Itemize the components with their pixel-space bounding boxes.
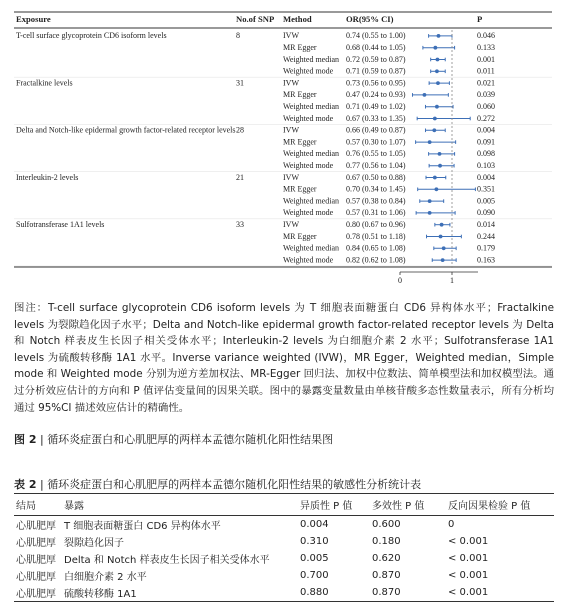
p-value: 0.011 bbox=[477, 66, 495, 76]
table-header-row bbox=[14, 494, 554, 516]
or-point bbox=[440, 223, 444, 227]
method-label: MR Egger bbox=[283, 43, 317, 52]
or-ci-text: 0.57 (0.31 to 1.06) bbox=[346, 208, 406, 218]
figure-title bbox=[14, 431, 333, 447]
method-label: Weighted mode bbox=[283, 113, 334, 123]
or-ci-text: 0.73 (0.56 to 0.95) bbox=[346, 78, 406, 88]
or-point bbox=[438, 152, 442, 156]
p-value: 0.039 bbox=[477, 90, 495, 100]
or-point bbox=[436, 58, 440, 62]
exposure-label: Sulfotransferase 1A1 levels bbox=[16, 220, 105, 229]
or-ci-text: 0.57 (0.30 to 1.07) bbox=[346, 137, 406, 147]
cell-reverse-p: < 0.001 bbox=[448, 553, 489, 564]
cell-heterogeneity-p: 0.880 bbox=[298, 584, 370, 602]
or-point bbox=[423, 93, 427, 97]
snp-count: 8 bbox=[236, 31, 240, 41]
table-row bbox=[14, 550, 554, 567]
or-point bbox=[438, 164, 442, 168]
cell-heterogeneity-p: 0.700 bbox=[300, 570, 329, 581]
header-method: Method bbox=[283, 14, 312, 24]
or-ci-text: 0.66 (0.49 to 0.87) bbox=[346, 125, 406, 135]
cell-outcome: 心肌肥厚 bbox=[16, 572, 56, 583]
or-ci-text: 0.71 (0.49 to 1.02) bbox=[346, 102, 406, 111]
exposure-label: T-cell surface glycoprotein CD6 isoform levels bbox=[16, 31, 167, 41]
or-point bbox=[428, 140, 432, 144]
method-label: IVW bbox=[283, 78, 299, 88]
or-point bbox=[442, 246, 446, 250]
figure-label: 图 2 bbox=[14, 433, 37, 446]
cell-heterogeneity-p: 0.005 bbox=[300, 553, 329, 564]
or-point bbox=[432, 128, 436, 132]
cell-reverse-p: < 0.001 bbox=[448, 536, 489, 547]
cell-reverse-p: 0 bbox=[448, 519, 455, 530]
x-axis-tick-label: 1 bbox=[450, 276, 454, 285]
or-point bbox=[433, 176, 437, 180]
th-reverse-causality-p: 反向因果检验 P 值 bbox=[446, 494, 554, 516]
figure-caption: 图注：T-cell surface glycoprotein CD6 isoform levels 为 T 细胞表面糖蛋白 CD6 异构体水平；Fractalkine levels 为裂隙趋化因子水平；Delta and Notch-like epidermal growth factor-related receptor levels 为 Delta 和 Notch 样表皮生长因子相关受体水平；Interleukin-2 levels 为白细胞介素 2 水平；Sulfotransferase 1A1 levels 为硫酸转移酶 1A1 水平。Inverse variance weighted (IVW)，MR Egger，Weighted median，Simple mode 和 Weighted mode 分别为逆方差加权法、MR-Egger 回归法、加权中位数法、简单模型法和加权模型法。通过分析效应估计的方向和 P 值评估变量间的因果关联。图中的暴露变量数量由单核苷酸多态性数量表示，所有分析均通过 95%CI 描述效应估计的精确性。 bbox=[14, 302, 554, 414]
or-ci-text: 0.78 (0.51 to 1.18) bbox=[346, 231, 406, 241]
cell-pleiotropy-p: 0.870 bbox=[372, 570, 401, 581]
x-axis-tick-label: 0 bbox=[398, 276, 402, 285]
p-value: 0.046 bbox=[477, 31, 495, 41]
cell-outcome: 心肌肥厚 bbox=[16, 538, 56, 549]
cell-outcome: 心肌肥厚 bbox=[14, 584, 62, 602]
table-row bbox=[14, 516, 554, 534]
p-value: 0.090 bbox=[477, 208, 495, 218]
or-ci-text: 0.76 (0.55 to 1.05) bbox=[346, 149, 406, 159]
snp-count: 33 bbox=[236, 220, 244, 229]
method-label: IVW bbox=[283, 125, 299, 135]
table-row bbox=[14, 584, 554, 602]
or-point bbox=[433, 117, 437, 121]
snp-count: 28 bbox=[236, 125, 244, 135]
method-label: Weighted median bbox=[283, 54, 340, 64]
cell-outcome: 心肌肥厚 bbox=[16, 555, 56, 566]
or-point bbox=[439, 235, 443, 239]
or-ci-text: 0.72 (0.59 to 0.87) bbox=[346, 54, 406, 64]
p-value: 0.103 bbox=[477, 161, 495, 170]
or-ci-text: 0.80 (0.67 to 0.96) bbox=[346, 220, 406, 229]
cell-exposure: 白细胞介素 2 水平 bbox=[64, 572, 147, 583]
method-label: Weighted mode bbox=[283, 66, 334, 76]
figure-title-sep: | bbox=[39, 433, 48, 446]
table-title-text: 循环炎症蛋白和心肌肥厚的两样本孟德尔随机化阳性结果的敏感性分析统计表 bbox=[47, 478, 422, 491]
table-label: 表 2 bbox=[14, 478, 37, 491]
method-label: Weighted mode bbox=[283, 161, 334, 170]
or-point bbox=[428, 211, 432, 215]
method-label: IVW bbox=[283, 31, 299, 41]
th-pleiotropy-p: 多效性 P 值 bbox=[370, 494, 446, 516]
p-value: 0.001 bbox=[477, 54, 495, 64]
or-ci-text: 0.74 (0.55 to 1.00) bbox=[346, 31, 406, 41]
exposure-label: Interleukin-2 levels bbox=[16, 172, 79, 182]
method-label: Weighted median bbox=[283, 149, 340, 159]
cell-heterogeneity-p: 0.310 bbox=[300, 536, 329, 547]
method-label: MR Egger bbox=[283, 184, 317, 194]
p-value: 0.351 bbox=[477, 184, 495, 194]
cell-exposure: T 细胞表面糖蛋白 CD6 异构体水平 bbox=[64, 521, 221, 532]
sensitivity-table bbox=[14, 493, 554, 602]
header-exposure: Exposure bbox=[16, 14, 51, 24]
method-label: MR Egger bbox=[283, 137, 317, 147]
or-point bbox=[428, 199, 432, 203]
method-label: MR Egger bbox=[283, 231, 317, 241]
p-value: 0.133 bbox=[477, 43, 495, 52]
cell-reverse-p: < 0.001 bbox=[446, 584, 554, 602]
cell-pleiotropy-p: 0.870 bbox=[370, 584, 446, 602]
method-label: IVW bbox=[283, 172, 299, 182]
or-ci-text: 0.71 (0.59 to 0.87) bbox=[346, 66, 406, 76]
th-outcome: 结局 bbox=[14, 494, 62, 516]
p-value: 0.004 bbox=[477, 125, 495, 135]
or-point bbox=[441, 258, 445, 262]
or-ci-text: 0.67 (0.50 to 0.88) bbox=[346, 172, 406, 182]
p-value: 0.060 bbox=[477, 102, 495, 111]
or-point bbox=[435, 69, 439, 73]
p-value: 0.004 bbox=[477, 172, 495, 182]
p-value: 0.091 bbox=[477, 137, 495, 147]
or-ci-text: 0.77 (0.56 to 1.04) bbox=[346, 161, 406, 170]
cell-pleiotropy-p: 0.180 bbox=[372, 536, 401, 547]
cell-pleiotropy-p: 0.600 bbox=[372, 519, 401, 530]
th-exposure: 暴露 bbox=[62, 494, 298, 516]
snp-count: 31 bbox=[236, 78, 244, 88]
p-value: 0.163 bbox=[477, 255, 495, 265]
header-nsnp: No.of SNP bbox=[236, 14, 275, 24]
cell-exposure: Delta 和 Notch 样表皮生长因子相关受体水平 bbox=[64, 555, 270, 566]
method-label: Weighted median bbox=[283, 196, 340, 206]
p-value: 0.179 bbox=[477, 243, 495, 253]
or-point bbox=[435, 187, 439, 191]
header-or: OR(95% CI) bbox=[346, 14, 394, 24]
or-point bbox=[433, 46, 437, 50]
or-ci-text: 0.82 (0.62 to 1.08) bbox=[346, 255, 406, 265]
table-title bbox=[14, 476, 421, 492]
or-ci-text: 0.67 (0.33 to 1.35) bbox=[346, 113, 406, 123]
table-row bbox=[14, 533, 554, 550]
snp-count: 21 bbox=[236, 172, 244, 182]
cell-exposure: 硫酸转移酶 1A1 bbox=[62, 584, 298, 602]
or-ci-text: 0.68 (0.44 to 1.05) bbox=[346, 43, 406, 52]
or-ci-text: 0.47 (0.24 to 0.93) bbox=[346, 90, 406, 100]
cell-heterogeneity-p: 0.004 bbox=[300, 519, 329, 530]
header-p: P bbox=[477, 14, 483, 24]
p-value: 0.272 bbox=[477, 113, 495, 123]
or-point bbox=[435, 105, 439, 109]
p-value: 0.005 bbox=[477, 196, 495, 206]
p-value: 0.014 bbox=[477, 220, 495, 229]
p-value: 0.244 bbox=[477, 231, 495, 241]
method-label: IVW bbox=[283, 220, 299, 229]
method-label: MR Egger bbox=[283, 90, 317, 100]
p-value: 0.098 bbox=[477, 149, 495, 159]
method-label: Weighted mode bbox=[283, 255, 334, 265]
table-title-sep: | bbox=[39, 478, 48, 491]
method-label: Weighted median bbox=[283, 243, 340, 253]
cell-outcome: 心肌肥厚 bbox=[16, 521, 56, 532]
or-point bbox=[437, 34, 441, 38]
exposure-label: Fractalkine levels bbox=[16, 78, 73, 88]
method-label: Weighted median bbox=[283, 102, 340, 111]
cell-pleiotropy-p: 0.620 bbox=[372, 553, 401, 564]
forest-plot bbox=[0, 0, 566, 290]
table-row bbox=[14, 567, 554, 584]
or-ci-text: 0.84 (0.65 to 1.08) bbox=[346, 243, 406, 253]
or-point bbox=[436, 81, 440, 85]
cell-reverse-p: < 0.001 bbox=[448, 570, 489, 581]
or-ci-text: 0.70 (0.34 to 1.45) bbox=[346, 184, 406, 194]
cell-exposure: 裂隙趋化因子 bbox=[64, 538, 124, 549]
p-value: 0.021 bbox=[477, 78, 495, 88]
figure-title-text: 循环炎症蛋白和心肌肥厚的两样本孟德尔随机化阳性结果图 bbox=[47, 433, 334, 446]
th-heterogeneity-p: 异质性 P 值 bbox=[298, 494, 370, 516]
exposure-label: Delta and Notch-like epidermal growth factor-related receptor levels bbox=[16, 125, 236, 135]
or-ci-text: 0.57 (0.38 to 0.84) bbox=[346, 196, 406, 206]
method-label: Weighted mode bbox=[283, 208, 334, 218]
